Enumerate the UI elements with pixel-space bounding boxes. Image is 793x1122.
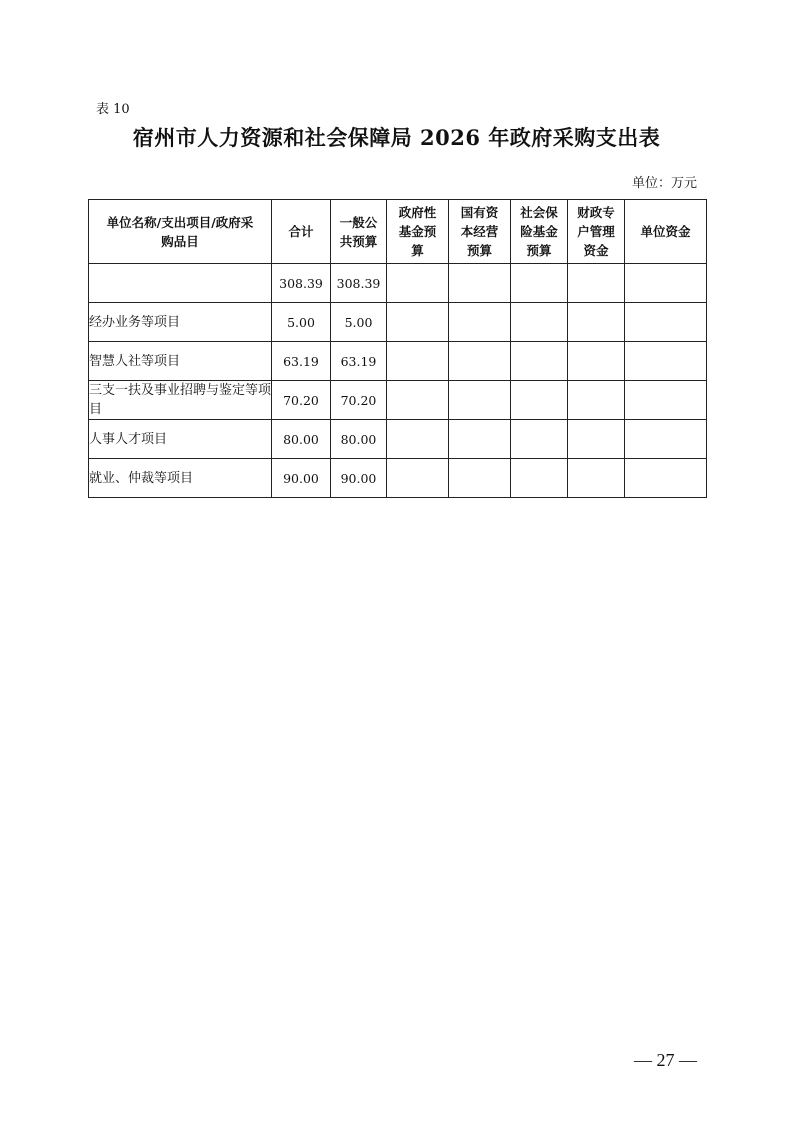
cell-name: 智慧人社等项目	[89, 342, 272, 381]
cell-social-insurance-budget	[511, 342, 568, 381]
cell-name: 人事人才项目	[89, 420, 272, 459]
cell-social-insurance-budget	[511, 459, 568, 498]
cell-general-budget: 80.00	[331, 420, 387, 459]
header-total: 合计	[272, 200, 331, 264]
cell-general-budget: 5.00	[331, 303, 387, 342]
table-row	[89, 381, 707, 420]
cell-unit-funds	[625, 342, 707, 381]
cell-name	[89, 264, 272, 303]
cell-state-capital-budget	[449, 420, 511, 459]
table-header-row	[89, 200, 707, 264]
page-number: — 27 —	[634, 1050, 697, 1070]
cell-gov-fund-budget	[387, 264, 449, 303]
cell-state-capital-budget	[449, 342, 511, 381]
cell-general-budget: 90.00	[331, 459, 387, 498]
procurement-expenditure-table	[88, 199, 707, 498]
cell-total: 80.00	[272, 420, 331, 459]
cell-total: 70.20	[272, 381, 331, 420]
table-row	[89, 459, 707, 498]
cell-total: 308.39	[272, 264, 331, 303]
header-fiscal-account-funds: 财政专户管理资金	[568, 200, 625, 264]
header-general-budget: 一般公共预算	[331, 200, 387, 264]
cell-name: 三支一扶及事业招聘与鉴定等项目	[89, 381, 272, 420]
cell-fiscal-account-funds	[568, 264, 625, 303]
cell-gov-fund-budget	[387, 342, 449, 381]
cell-total: 90.00	[272, 459, 331, 498]
cell-fiscal-account-funds	[568, 420, 625, 459]
cell-social-insurance-budget	[511, 303, 568, 342]
cell-fiscal-account-funds	[568, 342, 625, 381]
cell-gov-fund-budget	[387, 303, 449, 342]
table-number: 表 10	[96, 102, 130, 117]
header-gov-fund-budget: 政府性基金预算	[387, 200, 449, 264]
cell-general-budget: 70.20	[331, 381, 387, 420]
cell-name: 就业、仲裁等项目	[89, 459, 272, 498]
table-row	[89, 303, 707, 342]
cell-unit-funds	[625, 459, 707, 498]
header-social-insurance-budget: 社会保险基金预算	[511, 200, 568, 264]
cell-general-budget: 63.19	[331, 342, 387, 381]
header-state-capital-budget: 国有资本经营预算	[449, 200, 511, 264]
cell-social-insurance-budget	[511, 381, 568, 420]
cell-gov-fund-budget	[387, 420, 449, 459]
unit-label: 单位：万元	[631, 176, 697, 191]
cell-state-capital-budget	[449, 264, 511, 303]
cell-general-budget: 308.39	[331, 264, 387, 303]
cell-gov-fund-budget	[387, 381, 449, 420]
cell-state-capital-budget	[449, 459, 511, 498]
table-row	[89, 420, 707, 459]
cell-total: 5.00	[272, 303, 331, 342]
cell-fiscal-account-funds	[568, 381, 625, 420]
header-name: 单位名称/支出项目/政府采购品目	[89, 200, 272, 264]
cell-social-insurance-budget	[511, 420, 568, 459]
cell-gov-fund-budget	[387, 459, 449, 498]
cell-fiscal-account-funds	[568, 303, 625, 342]
cell-unit-funds	[625, 264, 707, 303]
cell-name: 经办业务等项目	[89, 303, 272, 342]
cell-unit-funds	[625, 381, 707, 420]
header-unit-funds: 单位资金	[625, 200, 707, 264]
cell-unit-funds	[625, 303, 707, 342]
cell-unit-funds	[625, 420, 707, 459]
cell-state-capital-budget	[449, 303, 511, 342]
cell-total: 63.19	[272, 342, 331, 381]
table-row	[89, 342, 707, 381]
table-row	[89, 264, 707, 303]
cell-fiscal-account-funds	[568, 459, 625, 498]
cell-state-capital-budget	[449, 381, 511, 420]
cell-social-insurance-budget	[511, 264, 568, 303]
page-title: 宿州市人力资源和社会保障局 2026 年政府采购支出表	[132, 125, 661, 150]
